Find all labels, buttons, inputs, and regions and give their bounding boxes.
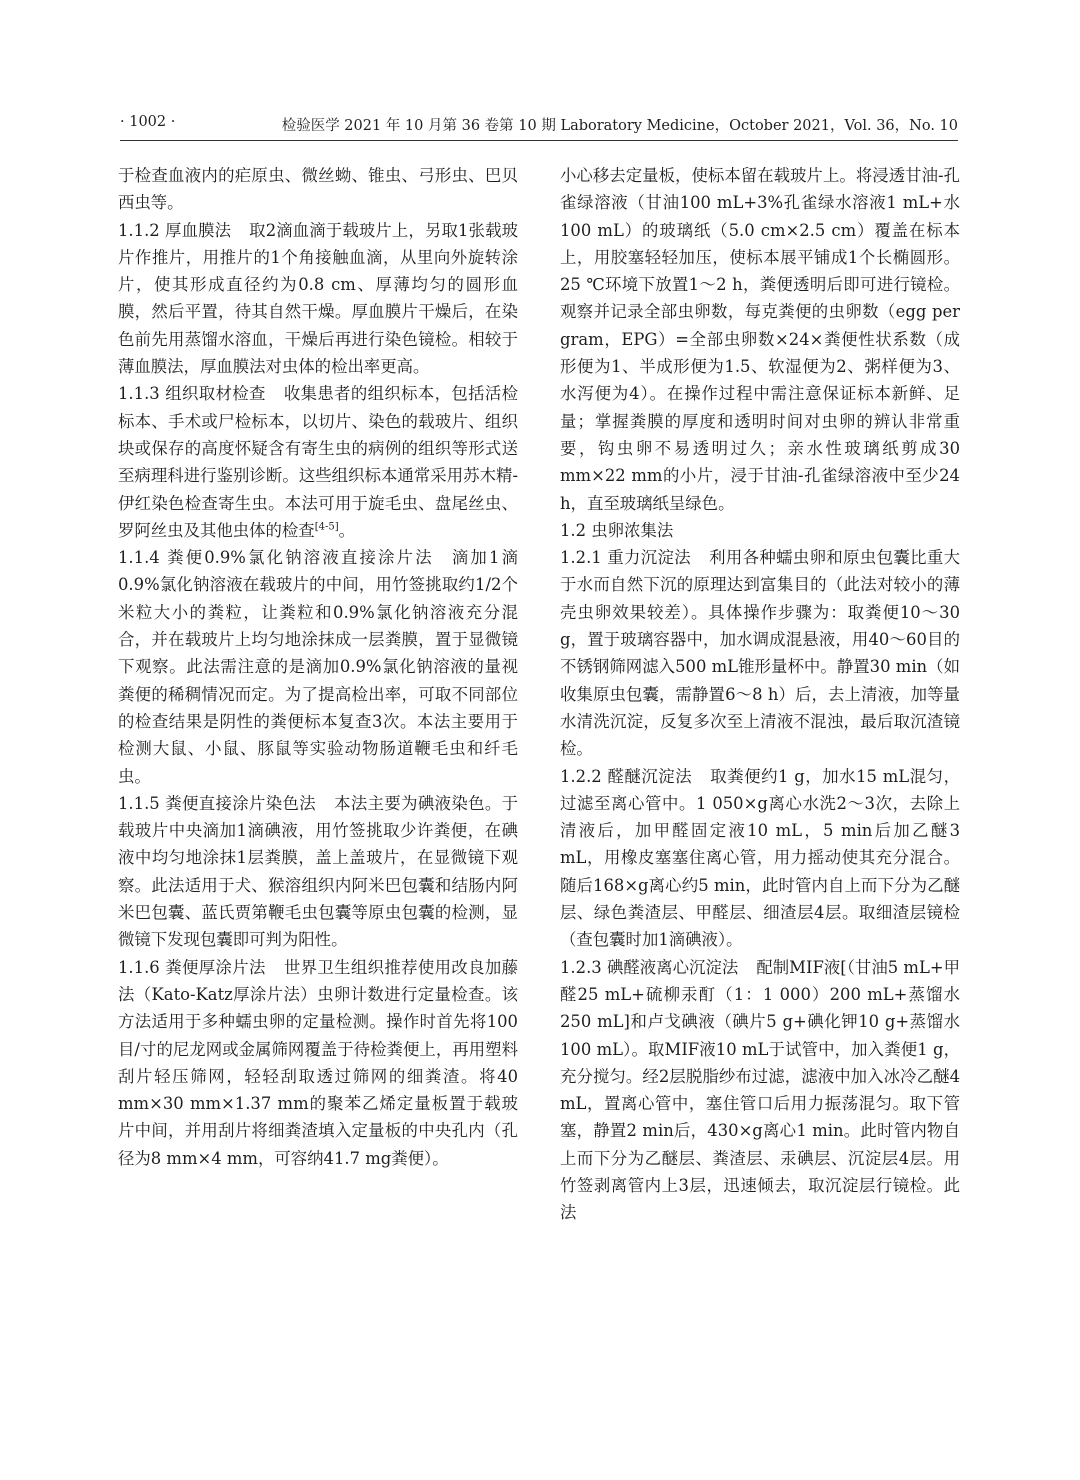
citation-link[interactable]: [4-5] xyxy=(314,521,339,533)
header-rule xyxy=(120,140,958,141)
section-title: 1.2.3 碘醛液离心沉淀法 xyxy=(560,957,739,977)
section-text: 取粪便约1 g，加水15 mL混匀，过滤至离心管中。1 050×g离心水洗2～3次，去除上清液后，加甲醛固定液10 mL，5 min后加乙醚3 mL，用橡皮塞塞住离心管，用力摇动使其充分混合。随后168×g离心约5 min，此时管内自上而下分为乙醚层、绿色粪渣层、甲醛层、细渣层4层。取细渣层镜检（查包囊时加1滴碘液）。 xyxy=(560,766,961,950)
section-title: 1.2.1 重力沉淀法 xyxy=(560,548,692,568)
section-title: 1.1.5 粪便直接涂片染色法 xyxy=(118,793,317,813)
section-text: 配制MIF液[（甘油5 mL+甲醛25 mL+硫柳汞酊（1：1 000）200 mL+蒸馏水250 mL]和卢戈碘液（碘片5 g+碘化钾10 g+蒸馏水100 mL）。取MIF液10 mL于试管中，加入粪便1 g，充分搅匀。经2层脱脂纱布过滤，滤液中加入冰冷乙醚4 mL，置离心管中，塞住管口后用力振荡混匀。取下管塞，静置2 min后，430×g离心1 min。此时管内物自上而下分为乙醚层、粪渣层、汞碘层、沉淀层4层。用竹签剥离管内上3层，迅速倾去，取沉淀层行镜检。此法 xyxy=(560,957,960,1223)
section-1-1-4 xyxy=(118,544,518,790)
section-text: 世界卫生组织推荐使用改良加藤法（Kato-Katz厚涂片法）虫卵计数进行定量检查。该方法适用于多种蠕虫卵的定量检测。操作时首先将100目/寸的尼龙网或金属筛网覆盖于待检粪便上，再用塑料刮片轻压筛网，轻轻刮取透过筛网的细粪渣。将40 mm×30 mm×1.37 mm的聚苯乙烯定量板置于载玻片中间，并用刮片将细粪渣填入定量板的中央孔内（孔径为8 mm×4 mm，可容纳41.7 mg粪便）。 xyxy=(118,957,518,1168)
section-title: 1.2.2 醛醚沉淀法 xyxy=(560,766,693,786)
section-text: 利用各种蠕虫卵和原虫包囊比重大于水而自然下沉的原理达到富集目的（此法对较小的薄壳虫卵效果较差）。具体操作步骤为：取粪便10～30 g，置于玻璃容器中，加水调成混悬液，用40～60目的不锈钢筛网滤入500 mL锥形量杯中。静置30 min（如收集原虫包囊，需静置6～8 h）后，去上清液，加等量水清洗沉淀，反复多次至上清液不混浊，最后取沉渣镜检。 xyxy=(560,548,961,759)
section-text: 滴加1滴0.9%氯化钠溶液在载玻片的中间，用竹签挑取约1/2个米粒大小的粪粒，让粪粒和0.9%氯化钠溶液充分混合，并在载玻片上均匀地涂抹成一层粪膜，置于显微镜下观察。此法需注意的是滴加0.9%氯化钠溶液的量视粪便的稀稠情况而定。为了提高检出率，可取不同部位的检查结果是阴性的粪便标本复查3次。本法主要用于检测大鼠、小鼠、豚鼠等实验动物肠道鞭毛虫和纤毛虫。 xyxy=(118,548,518,786)
section-text: 本法主要为碘液染色。于载玻片中央滴加1滴碘液，用竹签挑取少许粪便，在碘液中均匀地涂抹1层粪膜，盖上盖玻片，在显微镜下观察。此法适用于犬、猴溶组织内阿米巴包囊和结肠内阿米巴包囊、蓝氏贾第鞭毛虫包囊等原虫包囊的检测，显微镜下发现包囊即可判为阳性。 xyxy=(118,793,519,950)
section-1-1-2 xyxy=(118,217,518,381)
section-1-2-3 xyxy=(560,954,960,1227)
section-title: 1.1.4 粪便0.9%氯化钠溶液直接涂片法 xyxy=(118,548,434,568)
section-1-2-2 xyxy=(560,763,960,954)
page-header xyxy=(120,112,958,140)
section-1-1-5 xyxy=(118,790,518,954)
page-number: · 1002 · xyxy=(120,114,176,130)
left-column xyxy=(118,162,518,1172)
paragraph-continued: 小心移去定量板，使标本留在载玻片上。将浸透甘油-孔雀绿溶液（甘油100 mL+3%孔雀绿水溶液1 mL+水100 mL）的玻璃纸（5.0 cm×2.5 cm）覆盖在标本上，用胶塞轻轻加压，使标本展平铺成1个长椭圆形。25 ℃环境下放置1～2 h，粪便透明后即可进行镜检。观察并记录全部虫卵数，每克粪便的虫卵数（egg per gram，EPG）=全部虫卵数×24×粪便性状系数（成形便为1、半成形便为1.5、软湿便为2、粥样便为3、水泻便为4）。在操作过程中需注意保证标本新鲜、足量；掌握粪膜的厚度和透明时间对虫卵的辨认非常重要，钩虫卵不易透明过久；亲水性玻璃纸剪成30 mm×22 mm的小片，浸于甘油-孔雀绿溶液中至少24 h，直至玻璃纸呈绿色。 xyxy=(560,166,960,513)
section-title: 1.1.6 粪便厚涂片法 xyxy=(118,957,266,977)
section-1-2-1 xyxy=(560,544,960,762)
section-title: 1.1.3 组织取材检查 xyxy=(118,384,266,404)
section-1-1-3 xyxy=(118,380,518,544)
section-text: 取2滴血滴于载玻片上，另取1张载玻片作推片，用推片的1个角接触血滴，从里向外旋转涂片，使其形成直径约为0.8 cm、厚薄均匀的圆形血膜，然后平置，待其自然干燥。厚血膜片干燥后，在染色前先用蒸馏水溶血，干燥后再进行染色镜检。相较于薄血膜法，厚血膜法对虫体的检出率更高。 xyxy=(118,220,518,377)
sentence-end: 。 xyxy=(338,520,355,540)
section-title: 1.1.2 厚血膜法 xyxy=(118,220,232,240)
section-1-2-heading: 1.2 虫卵浓集法 xyxy=(560,520,674,540)
section-1-1-6 xyxy=(118,954,518,1172)
running-head: 检验医学 2021 年 10 月第 36 卷第 10 期 Laboratory Medicine，October 2021，Vol. 36，No. 10 xyxy=(281,118,958,134)
right-column xyxy=(560,162,960,1227)
paragraph-continued: 于检查血液内的疟原虫、微丝蚴、锥虫、弓形虫、巴贝西虫等。 xyxy=(118,166,518,213)
section-text: 收集患者的组织标本，包括活检标本、手术或尸检标本，以切片、染色的载玻片、组织块或保存的高度怀疑含有寄生虫的病例的组织等形式送至病理科进行鉴别诊断。这些组织标本通常采用苏木精-伊红染色检查寄生虫。本法可用于旋毛虫、盘尾丝虫、罗阿丝虫及其他虫体的检查 xyxy=(118,384,518,540)
